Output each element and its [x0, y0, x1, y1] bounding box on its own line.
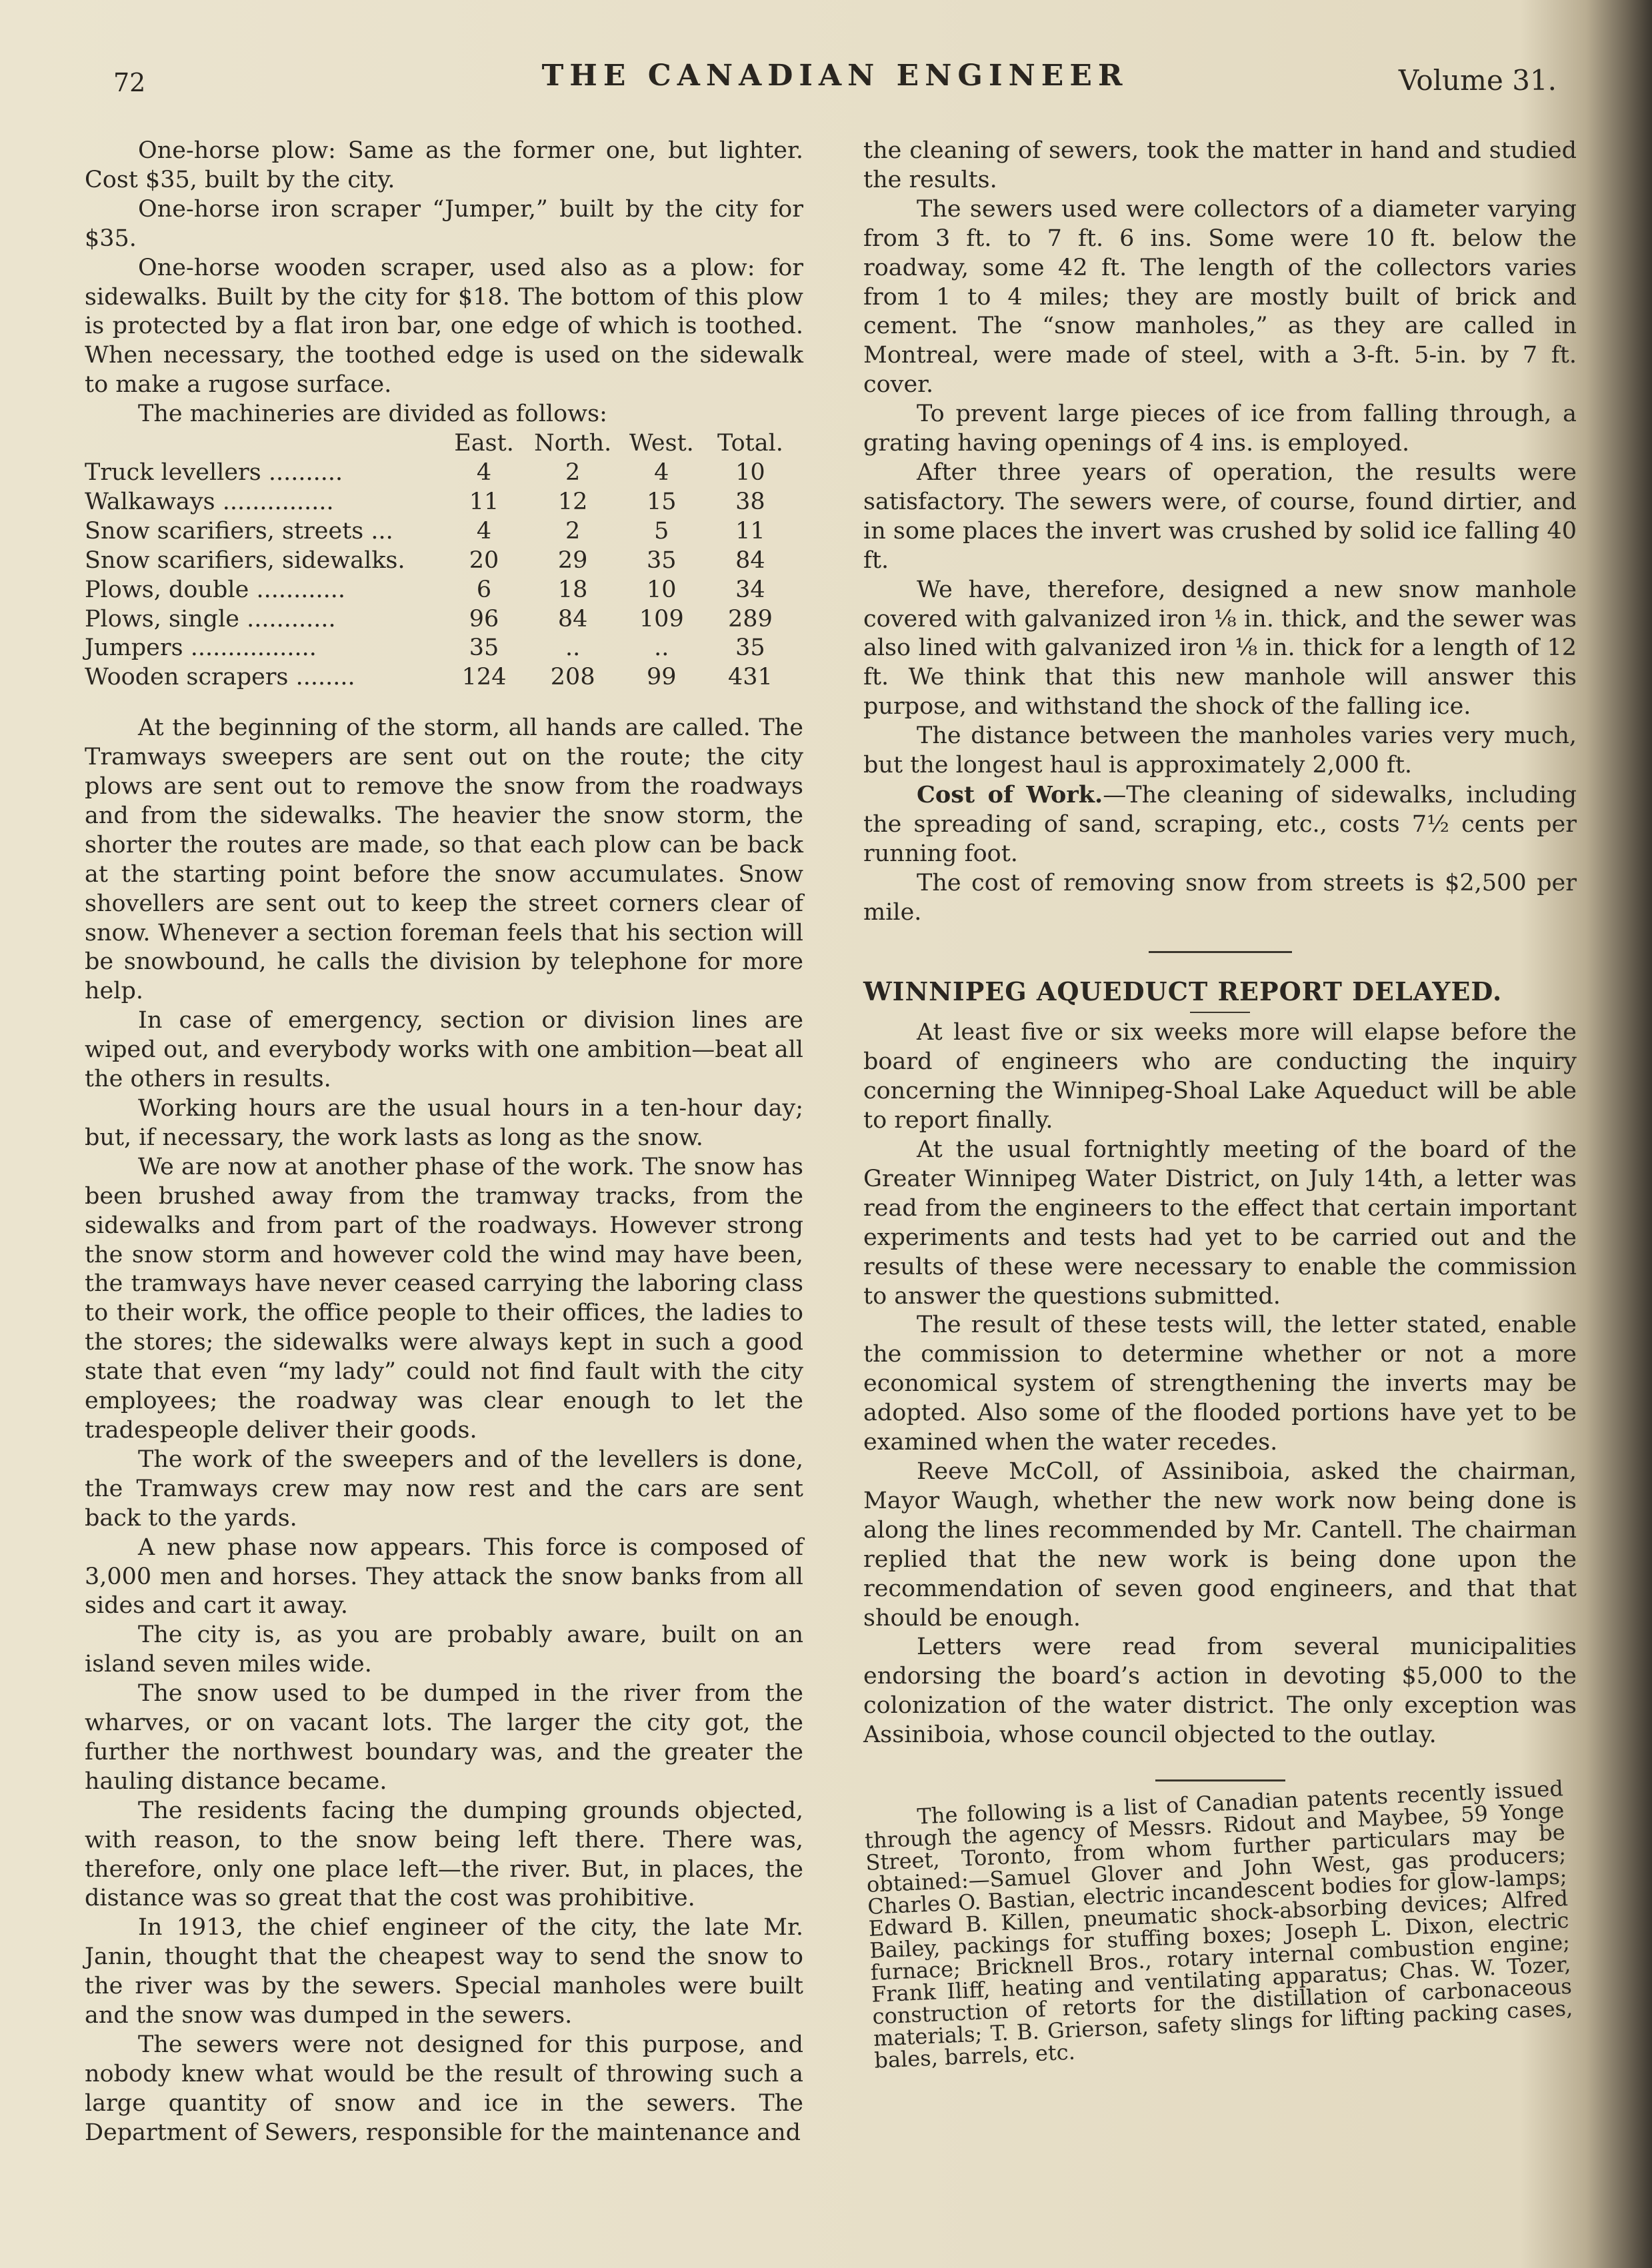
table-row [85, 488, 795, 517]
cell-east: 35 [469, 634, 499, 662]
cell-north: 84 [557, 605, 588, 632]
paragraph: A new phase now appears. This force is composed of 3,000 men and horses. They attack the snow banks from all sides and cart it away. [85, 1534, 803, 1620]
volume-label: Volume 31. [1398, 64, 1557, 97]
cell-west: 4 [654, 459, 669, 486]
journal-title: THE CANADIAN ENGINEER [541, 59, 1129, 93]
table-header-west: West. [629, 430, 694, 457]
section-divider [1155, 1779, 1285, 1781]
paragraph: The snow used to be dumped in the river from the wharves, or on vacant lots. The larger the city got, the further the northwest boundary was, and the greater the hauling distance became. [85, 1680, 803, 1795]
cell-east: 11 [469, 488, 499, 515]
table-header-blank [85, 429, 440, 459]
row-label: Walkaways ............... [85, 488, 334, 515]
paragraph: One-horse plow: Same as the former one, but lighter. Cost $35, built by the city. [85, 137, 803, 193]
cell-total: 35 [735, 634, 765, 662]
row-label: Snow scarifiers, streets ... [85, 517, 393, 545]
heading-underline [1190, 1012, 1250, 1013]
machinery-table [85, 429, 795, 692]
cell-total: 289 [728, 605, 773, 632]
paragraph: the cleaning of sewers, took the matter in hand and studied the results. [863, 137, 1577, 193]
row-label: Snow scarifiers, sidewalks. [85, 547, 405, 574]
paragraph: Letters were read from several municipalities endorsing the board’s action in devoting $5,000 to the colonization of the water district. The only exception was Assiniboia, whose council objected to the outlay. [863, 1634, 1577, 1749]
paragraph: We are now at another phase of the work. The snow has been brushed away from the tramway tracks, from the sidewalks and from part of the roadways. However strong the snow storm and however cold the wind may have been, the tramways have never ceased carrying the laboring class to their work, the office people to their offices, the ladies to the stores; the sidewalks were always kept in such a good state that even “my lady” could not find fault with the city employees; the roadway was clear enough to let the tradespeople deliver their goods. [85, 1153, 803, 1444]
cell-north: 12 [557, 488, 588, 515]
paragraph: The city is, as you are probably aware, built on an island seven miles wide. [85, 1622, 803, 1678]
paragraph: Working hours are the usual hours in a ten-hour day; but, if necessary, the work lasts as long as the snow. [85, 1095, 803, 1151]
table-row [85, 634, 795, 663]
paragraph [863, 780, 1577, 869]
cell-west: 109 [639, 605, 684, 632]
table-row [85, 605, 795, 634]
paragraph: The machineries are divided as follows: [138, 401, 607, 428]
paragraph: After three years of operation, the results were satisfactory. The sewers were, of course, found dirtier, and in some places the invert was crushed by solid ice falling 40 ft. [863, 459, 1577, 574]
section-heading: WINNIPEG AQUEDUCT REPORT DELAYED. [863, 976, 1503, 1007]
cell-east: 4 [476, 517, 492, 545]
cell-east: 20 [469, 547, 499, 574]
paragraph: The sewers were not designed for this purpose, and nobody knew what would be the result of throwing such a large quantity of snow and ice in the sewers. The Department of Sewers, responsible for the maintenance and [85, 2031, 803, 2146]
cell-west: .. [654, 634, 669, 662]
cell-west: 15 [647, 488, 677, 515]
cell-total: 38 [735, 488, 765, 515]
cell-west: 99 [647, 664, 677, 691]
table-header-east: East. [454, 430, 514, 457]
paragraph: The distance between the manholes varies very much, but the longest haul is approximately 2,000 ft. [863, 722, 1577, 779]
paragraph: At least five or six weeks more will elapse before the board of engineers who are conducting the inquiry concerning the Winnipeg-Shoal Lake Aqueduct will be able to report finally. [863, 1019, 1577, 1134]
left-column [85, 137, 803, 2148]
cell-total: 431 [728, 664, 773, 691]
row-label: Plows, single ............ [85, 605, 336, 632]
page-number: 72 [113, 68, 146, 97]
cell-north: 2 [565, 459, 581, 486]
table-row [85, 459, 795, 488]
cell-north: 2 [565, 517, 581, 545]
paragraph: At the usual fortnightly meeting of the board of the Greater Winnipeg Water District, on July 14th, a letter was read from the engineers to the effect that certain important experiments and tests had yet to be carried out and the results of these were necessary to enable the commission to answer the questions submitted. [863, 1136, 1577, 1310]
paragraph: The residents facing the dumping grounds objected, with reason, to the snow being left there. There was, therefore, only one place left—the river. But, in places, the distance was so great that the cost was prohibitive. [85, 1797, 803, 1912]
paragraph-text: —The cleaning of sidewalks, including the spreading of sand, scraping, etc., costs 7½ cents per running foot. [863, 781, 1577, 867]
paragraph: The work of the sweepers and of the levellers is done, the Tramways crew may now rest and the cars are sent back to the yards. [85, 1446, 803, 1532]
table-header-total: Total. [717, 430, 783, 457]
cell-east: 4 [476, 459, 492, 486]
cell-west: 5 [654, 517, 669, 545]
paragraph: The sewers used were collectors of a diameter varying from 3 ft. to 7 ft. 6 ins. Some were 10 ft. below the roadway, some 42 ft. The length of the collectors varies from 1 to 4 miles; they are mostly built of brick and cement. The “snow manholes,” as they are called in Montreal, were made of steel, with a 3-ft. 5-in. by 7 ft. cover. [863, 195, 1577, 399]
cell-total: 10 [735, 459, 765, 486]
cell-east: 124 [461, 664, 507, 691]
paragraph: One-horse wooden scraper, used also as a plow: for sidewalks. Built by the city for $18. The bottom of this plow is protected by a flat iron bar, one edge of which is toothed. When necessary, the toothed edge is used on the sidewalk to make a rugose surface. [85, 254, 803, 399]
paragraph: The result of these tests will, the letter stated, enable the commission to determine whether or not a more economical system of strengthening the inverts may be adopted. Also some of the flooded portions have yet to be examined when the water recedes. [863, 1312, 1577, 1456]
cell-east: 6 [476, 576, 492, 603]
page-header [113, 59, 1557, 99]
paragraph: In 1913, the chief engineer of the city, the late Mr. Janin, thought that the cheapest way to send the snow to the river was by the sewers. Special manholes were built and the snow was dumped in the sewers. [85, 1914, 803, 2029]
cell-north: 208 [550, 664, 595, 691]
cell-total: 34 [735, 576, 765, 603]
run-in-heading: Cost of Work. [917, 780, 1103, 808]
row-label: Jumpers ................. [85, 634, 317, 662]
table-header-row [85, 429, 795, 459]
right-column [863, 137, 1577, 2072]
cell-west: 10 [647, 576, 677, 603]
cell-total: 11 [735, 517, 765, 545]
paragraph: The cost of removing snow from streets is $2,500 per mile. [863, 869, 1577, 926]
cell-north: .. [565, 634, 581, 662]
paragraph: In case of emergency, section or division lines are wiped out, and everybody works with one ambition—beat all the others in results. [85, 1007, 803, 1093]
cell-west: 35 [647, 547, 677, 574]
paragraph: Reeve McColl, of Assiniboia, asked the chairman, Mayor Waugh, whether the new work now being done is along the lines recommended by Mr. Cantell. The chairman replied that the new work is being done upon the recommendation of seven good engineers, and that that should be enough. [863, 1458, 1577, 1632]
patents-paragraph: The following is a list of Canadian patents recently issued through the agency of Messrs. Ridout and Maybee, 59 Yonge Street, Toronto, from whom further particulars may be obtained:—Samuel Glover and John West, gas producers; Charles O. Bastian, electric incandescent bodies for glow-lamps; Edward B. Killen, pneumatic shock-absorbing devices; Alfred Bailey, packings for stuffing boxes; Joseph L. Dixon, electric furnace; Bricknell Bros., rotary internal combustion engine; Frank Iliff, heating and ventilating apparatus; Chas. W. Tozer, construction of retorts for the distillation of carbonaceous materials; T. B. Grierson, safety slings for lifting packing cases, bales, barrels, etc. [864, 1775, 1573, 2073]
cell-north: 18 [557, 576, 588, 603]
row-label: Plows, double ............ [85, 576, 345, 603]
cell-total: 84 [735, 547, 765, 574]
table-row [85, 576, 795, 605]
cell-east: 96 [469, 605, 499, 632]
table-header-north: North. [534, 430, 612, 457]
table-row [85, 517, 795, 547]
cell-north: 29 [557, 547, 588, 574]
table-row [85, 663, 795, 692]
paragraph: One-horse iron scraper “Jumper,” built by the city for $35. [85, 195, 803, 252]
paragraph: To prevent large pieces of ice from falling through, a grating having openings of 4 ins. is employed. [863, 401, 1577, 457]
paragraph: At the beginning of the storm, all hands are called. The Tramways sweepers are sent out on the route; the city plows are sent out to remove the snow from the roadways and from the sidewalks. The heavier the snow storm, the shorter the routes are made, so that each plow can be back at the starting point before the snow accumulates. Snow shovellers are sent out to keep the street corners clear of snow. Whenever a section foreman feels that his section will be snowbound, he calls the division by telephone for more help. [85, 714, 803, 1005]
row-label: Wooden scrapers ........ [85, 664, 355, 691]
table-row [85, 547, 795, 576]
row-label: Truck levellers .......... [85, 459, 343, 486]
paragraph: We have, therefore, designed a new snow manhole covered with galvanized iron ⅛ in. thick, and the sewer was also lined with galvanized iron ⅛ in. thick for a length of 12 ft. We think that this new manhole will answer this purpose, and withstand the shock of the falling ice. [863, 576, 1577, 720]
section-divider [1149, 951, 1292, 953]
